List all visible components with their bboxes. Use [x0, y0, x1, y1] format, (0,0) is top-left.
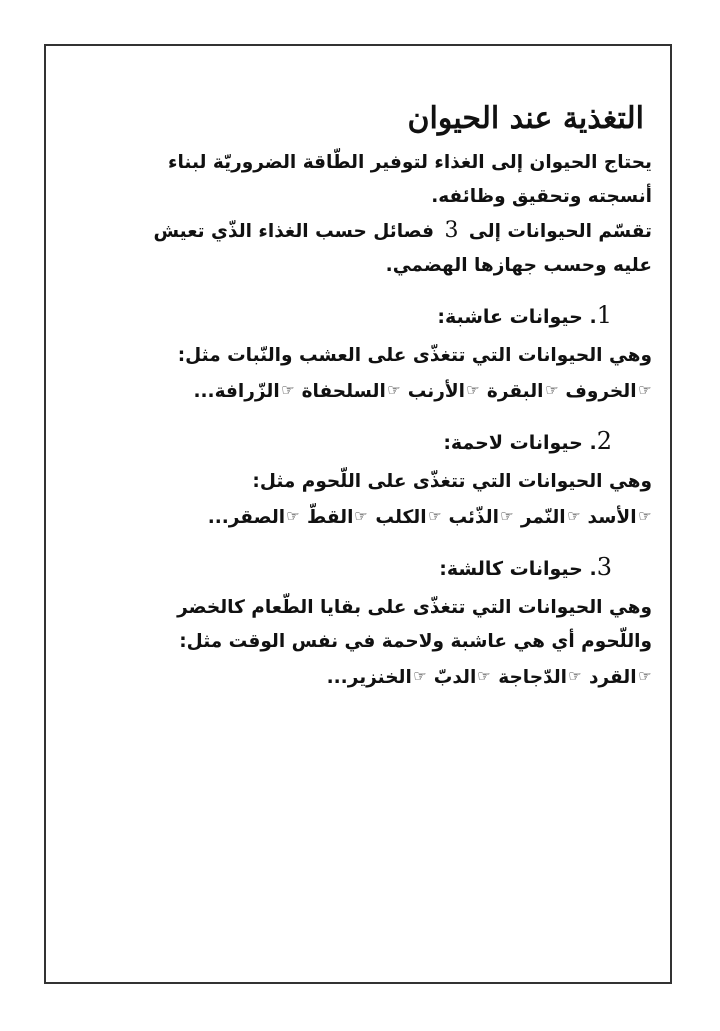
pointing-hand-icon: ☜: [544, 381, 558, 399]
section-description-line: وهي الحيوانات التي تتغذّى على العشب والنّبات مثل:: [177, 345, 652, 366]
pointing-hand-icon: ☜: [637, 507, 651, 525]
intro-line-3: [76, 214, 652, 249]
section-description-line: واللّحوم أي هي عاشبة ولاحمة في نفس الوقت مثل:: [179, 631, 652, 652]
example-item: الخروف: [565, 381, 637, 402]
pointing-hand-icon: ☜: [568, 667, 582, 685]
section-1: [76, 295, 652, 409]
pointing-hand-icon: ☜: [280, 381, 295, 399]
example-item: القرد: [588, 667, 637, 688]
section-number-dot: .: [589, 432, 597, 454]
section-heading-text: حيوانات عاشبة:: [437, 306, 583, 328]
intro-line-2: أنسجته وتحقيق وظائفه.: [431, 186, 652, 207]
example-item: الأرنب: [407, 381, 466, 402]
pointing-hand-icon: ☜: [412, 667, 427, 685]
pointing-hand-icon: ☜: [466, 381, 480, 399]
pointing-hand-icon: ☜: [477, 667, 491, 685]
category-count: 3: [444, 218, 459, 243]
section-number: 3: [596, 553, 612, 581]
example-item: الأسد: [587, 507, 637, 528]
example-item: الذّئب: [448, 507, 499, 528]
example-item: الدّجاجة: [498, 667, 568, 688]
section-number: 2: [596, 427, 612, 455]
section-heading: [76, 421, 612, 463]
example-item: الدبّ: [433, 667, 477, 688]
section-heading-text: حيوانات كالشة:: [439, 558, 583, 580]
section-2: [76, 421, 652, 535]
examples-list: [76, 373, 652, 409]
page-title: التغذية عند الحيوان: [407, 101, 644, 136]
pointing-hand-icon: ☜: [354, 507, 368, 525]
intro-line-3-before: تقسّم الحيوانات إلى: [468, 221, 652, 242]
section-heading: [76, 547, 612, 589]
section-description-line: وهي الحيوانات التي تتغذّى على بقايا الطّعام كالخضر: [177, 597, 652, 618]
intro-line-3-after: فصائل حسب الغذاء الذّي تعيش: [153, 221, 435, 242]
section-number: 1: [596, 301, 612, 329]
section-number-dot: .: [589, 306, 597, 328]
document-content: [76, 96, 652, 695]
example-item: النّمر: [520, 507, 566, 528]
examples-list: [76, 499, 652, 535]
intro-line-4: عليه وحسب جهازها الهضمي.: [385, 255, 652, 276]
section-heading: [76, 295, 612, 337]
pointing-hand-icon: ☜: [427, 507, 441, 525]
examples-ellipsis: ...: [207, 507, 229, 528]
section-description-line: وهي الحيوانات التي تتغذّى على اللّحوم مثل:: [252, 471, 652, 492]
example-item: الصقر: [228, 507, 286, 528]
pointing-hand-icon: ☜: [499, 507, 514, 525]
example-item: الزّرافة: [214, 381, 280, 402]
examples-list: [76, 659, 652, 695]
sections-list: [76, 295, 652, 695]
example-item: السلحفاة: [301, 381, 386, 402]
examples-ellipsis: ...: [326, 667, 348, 688]
examples-ellipsis: ...: [193, 381, 215, 402]
section-number-dot: .: [589, 558, 597, 580]
pointing-hand-icon: ☜: [386, 381, 401, 399]
pointing-hand-icon: ☜: [637, 381, 651, 399]
pointing-hand-icon: ☜: [566, 507, 581, 525]
intro-line-1: يحتاج الحيوان إلى الغذاء لتوفير الطّاقة الضروريّة لبناء: [168, 152, 652, 173]
example-item: القطّ: [307, 507, 354, 528]
example-item: البقرة: [486, 381, 544, 402]
example-item: الخنزير: [347, 667, 412, 688]
section-heading-text: حيوانات لاحمة:: [443, 432, 583, 454]
example-item: الكلب: [375, 507, 427, 528]
section-3: [76, 547, 652, 695]
pointing-hand-icon: ☜: [286, 507, 300, 525]
pointing-hand-icon: ☜: [637, 667, 651, 685]
intro-paragraph: [76, 146, 652, 283]
